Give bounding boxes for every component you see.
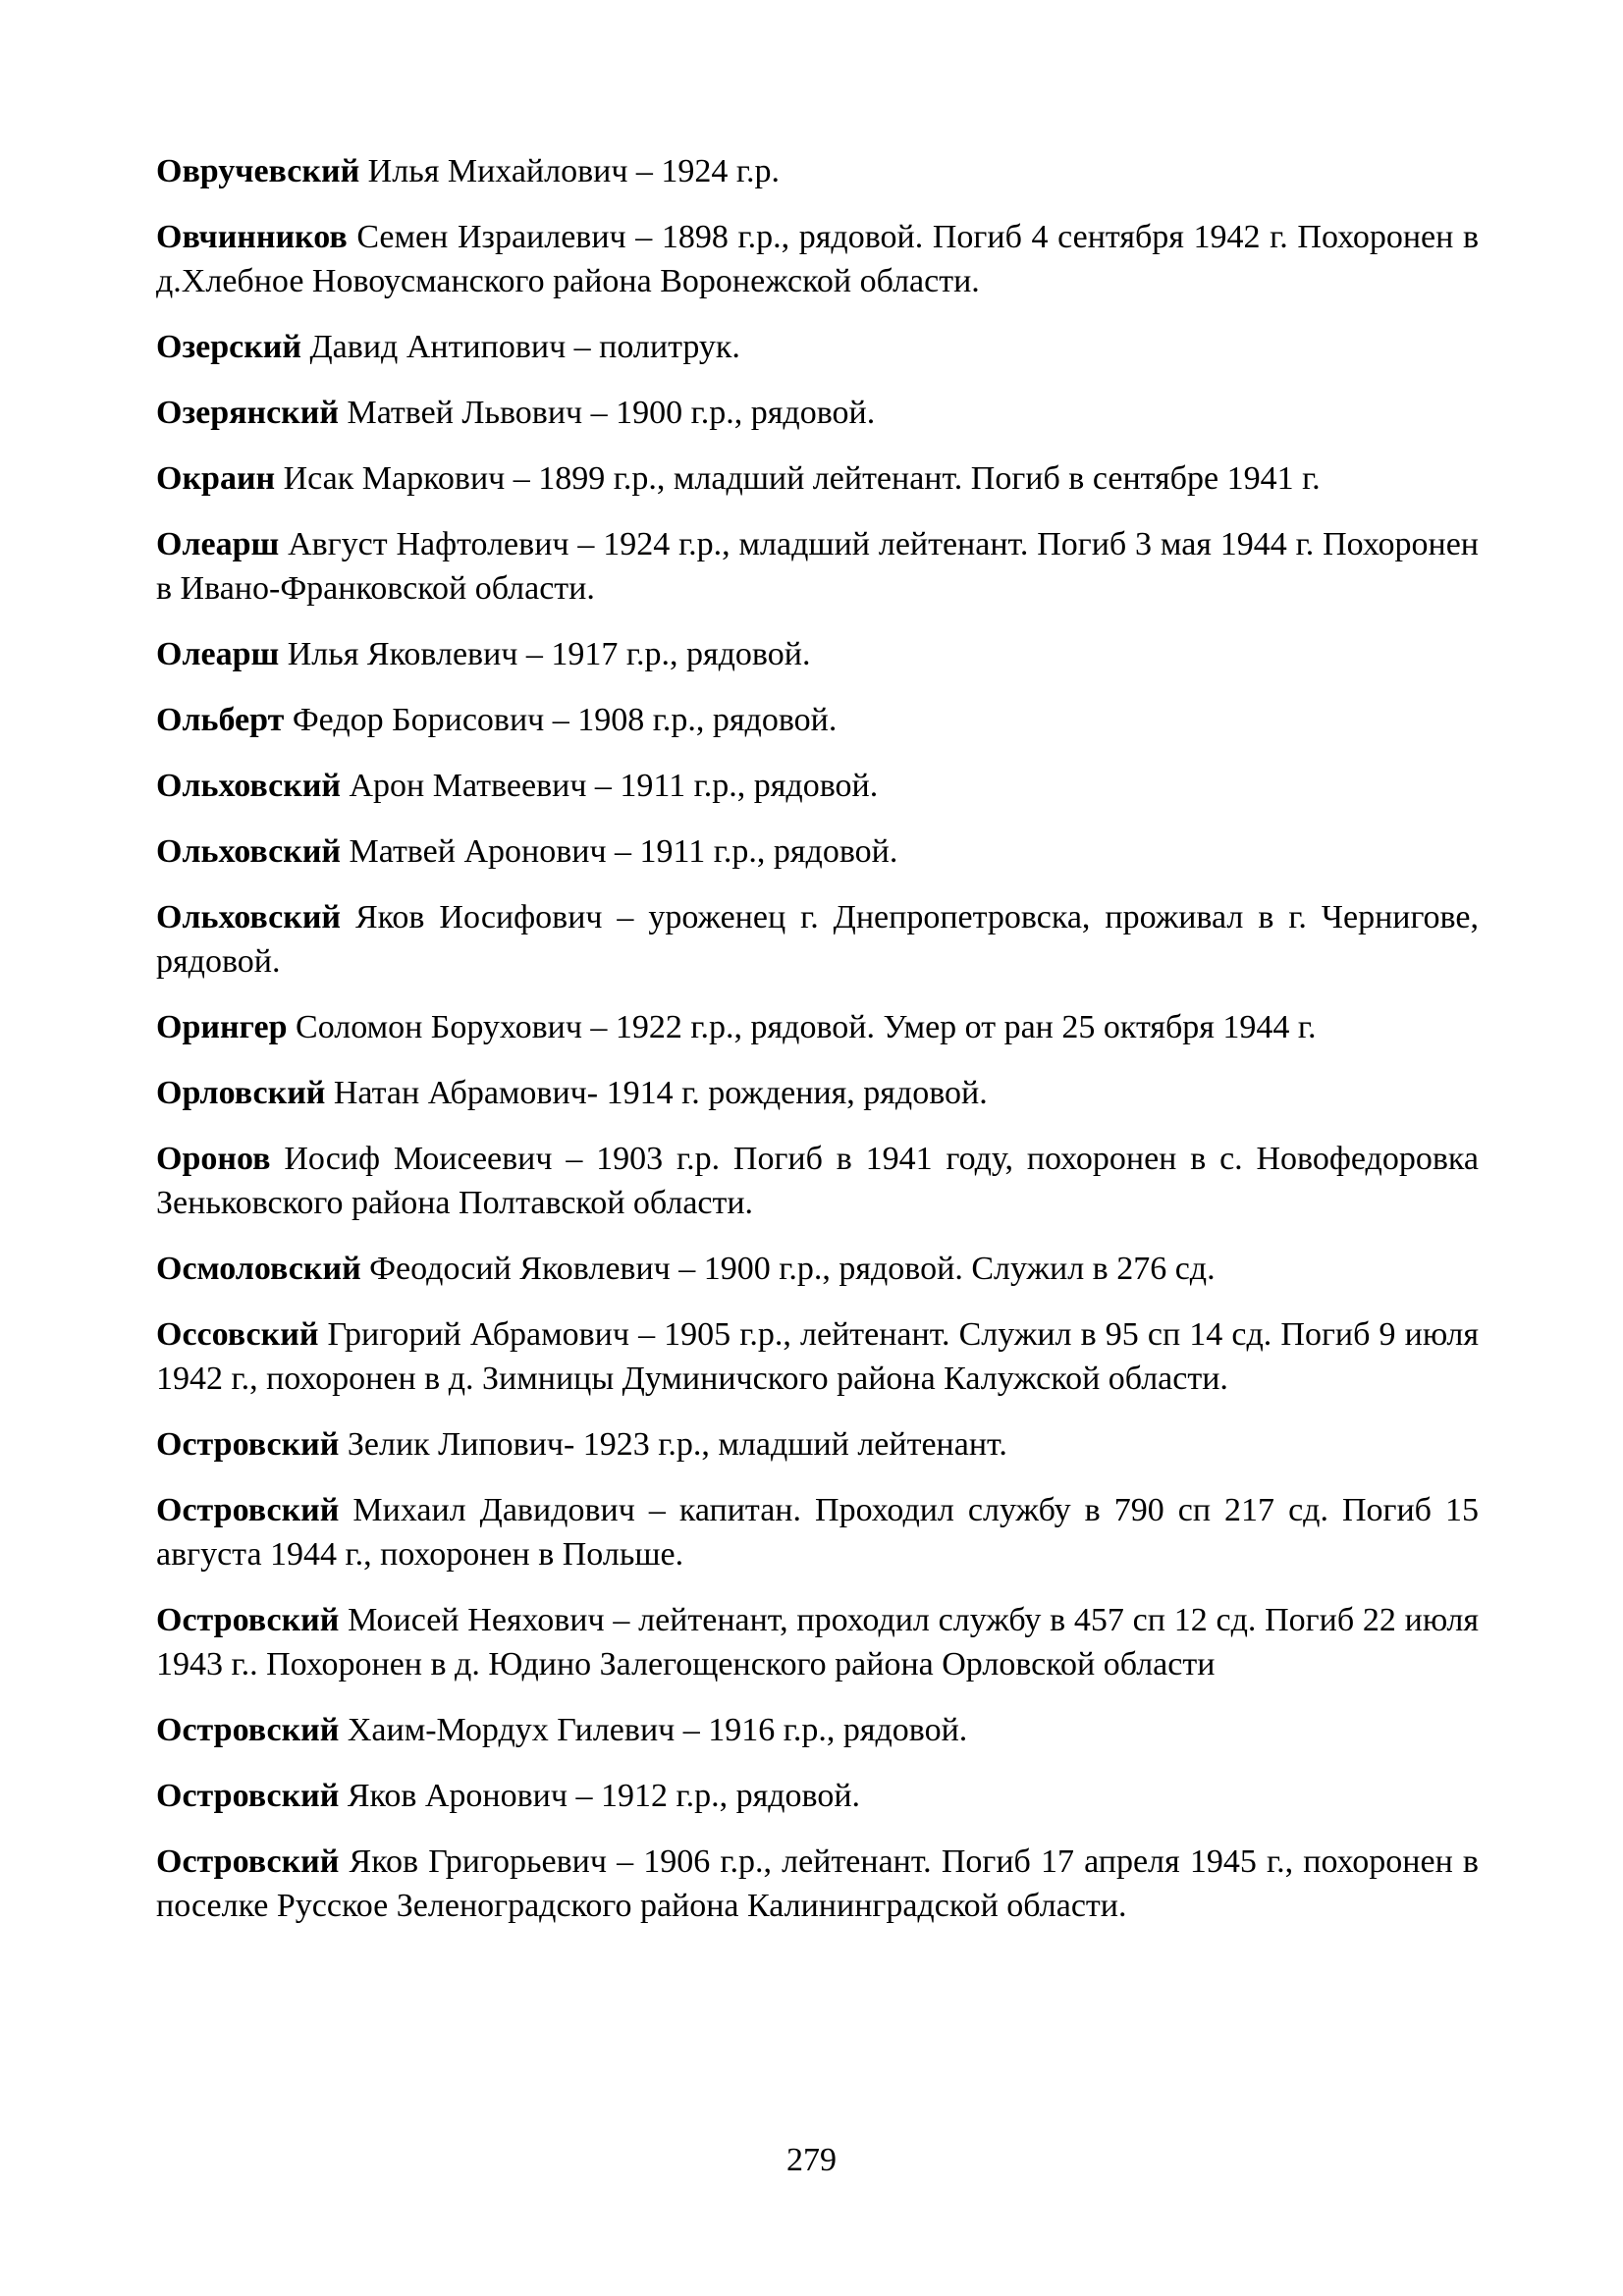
entry — [156, 895, 1479, 984]
entry-surname: Озерский — [156, 329, 301, 365]
entry — [156, 1708, 1479, 1752]
entry — [156, 764, 1479, 808]
entry — [156, 149, 1479, 193]
entry-surname: Островский — [156, 1843, 340, 1880]
entry-text: Яков Григорьевич – 1906 г.р., лейтенант. Погиб 17 апреля 1945 г., похоронен в поселке Русское Зеленоградского района Калининградской области. — [156, 1843, 1479, 1924]
entry — [156, 1422, 1479, 1467]
entry-list — [156, 149, 1479, 1949]
entry — [156, 1137, 1479, 1225]
entry — [156, 456, 1479, 501]
entry — [156, 391, 1479, 435]
entry — [156, 1247, 1479, 1291]
entry-surname: Островский — [156, 1426, 340, 1463]
entry-surname: Окраин — [156, 460, 276, 497]
entry-text: Матвей Аронович – 1911 г.р., рядовой. — [349, 833, 898, 870]
entry — [156, 1005, 1479, 1049]
entry-text: Натан Абрамович- 1914 г. рождения, рядовой. — [333, 1075, 988, 1111]
entry — [156, 829, 1479, 874]
entry-text: Илья Яковлевич – 1917 г.р., рядовой. — [287, 636, 811, 672]
page-number: 279 — [786, 2142, 837, 2178]
entry — [156, 325, 1479, 369]
entry-text: Илья Михайлович – 1924 г.р. — [367, 153, 781, 189]
entry-surname: Ольховский — [156, 768, 341, 804]
entry — [156, 1071, 1479, 1115]
entry-text: Яков Аронович – 1912 г.р., рядовой. — [347, 1778, 861, 1814]
entry — [156, 1312, 1479, 1401]
entry-text: Давид Антипович – политрук. — [309, 329, 740, 365]
entry-text: Яков Иосифович – уроженец г. Днепропетровска, проживал в г. Чернигове, рядовой. — [156, 899, 1479, 980]
entry-surname: Орловский — [156, 1075, 326, 1111]
entry-text: Арон Матвеевич – 1911 г.р., рядовой. — [349, 768, 879, 804]
entry — [156, 698, 1479, 742]
entry-text: Михаил Давидович – капитан. Проходил службу в 790 сп 217 сд. Погиб 15 августа 1944 г., похоронен в Польше. — [156, 1492, 1480, 1573]
entry-text: Григорий Абрамович – 1905 г.р., лейтенант. Служил в 95 сп 14 сд. Погиб 9 июля 1942 г., похоронен в д. Зимницы Думиничского района Калужской области. — [156, 1316, 1479, 1397]
entry-text: Семен Израилевич – 1898 г.р., рядовой. Погиб 4 сентября 1942 г. Похоронен в д.Хлебное Новоусманского района Воронежской области. — [156, 219, 1480, 299]
entry-text: Исак Маркович – 1899 г.р., младший лейтенант. Погиб в сентябре 1941 г. — [283, 460, 1321, 497]
entry — [156, 1598, 1479, 1686]
entry-text: Матвей Львович – 1900 г.р., рядовой. — [347, 395, 876, 431]
entry — [156, 1774, 1479, 1818]
entry-surname: Овчинников — [156, 219, 348, 255]
entry-text: Феодосий Яковлевич – 1900 г.р., рядовой. Служил в 276 сд. — [369, 1251, 1216, 1287]
entry-surname: Островский — [156, 1602, 340, 1638]
entry-surname: Оронов — [156, 1141, 271, 1177]
entry-text: Иосиф Моисеевич – 1903 г.р. Погиб в 1941 году, похоронен в с. Новофедоровка Зеньковского района Полтавской области. — [156, 1141, 1480, 1221]
entry — [156, 215, 1479, 303]
entry-surname: Островский — [156, 1492, 340, 1528]
entry-surname: Оссовский — [156, 1316, 319, 1353]
entry-surname: Ольховский — [156, 833, 341, 870]
entry-text: Федор Борисович – 1908 г.р., рядовой. — [292, 702, 838, 738]
entry-surname: Олеарш — [156, 636, 280, 672]
entry-surname: Орингер — [156, 1009, 288, 1045]
entry-text: Август Нафтолевич – 1924 г.р., младший лейтенант. Погиб 3 мая 1944 г. Похоронен в Ивано-Франковской области. — [156, 526, 1479, 607]
entry-text: Зелик Липович- 1923 г.р., младший лейтенант. — [347, 1426, 1007, 1463]
entry-text: Моисей Неяхович – лейтенант, проходил службу в 457 сп 12 сд. Погиб 22 июля 1943 г.. Похоронен в д. Юдино Залегощенского района Орловской области — [156, 1602, 1479, 1682]
entry-surname: Ольберт — [156, 702, 285, 738]
entry-surname: Осмоловский — [156, 1251, 361, 1287]
entry-text: Хаим-Мордух Гилевич – 1916 г.р., рядовой. — [347, 1712, 968, 1748]
entry — [156, 522, 1479, 611]
entry-surname: Олеарш — [156, 526, 280, 562]
entry — [156, 632, 1479, 676]
entry-surname: Островский — [156, 1778, 340, 1814]
entry — [156, 1840, 1479, 1928]
entry — [156, 1488, 1479, 1576]
entry-surname: Островский — [156, 1712, 340, 1748]
entry-surname: Ольховский — [156, 899, 341, 935]
entry-text: Соломон Борухович – 1922 г.р., рядовой. Умер от ран 25 октября 1944 г. — [296, 1009, 1317, 1045]
entry-surname: Озерянский — [156, 395, 339, 431]
entry-surname: Овручевский — [156, 153, 360, 189]
